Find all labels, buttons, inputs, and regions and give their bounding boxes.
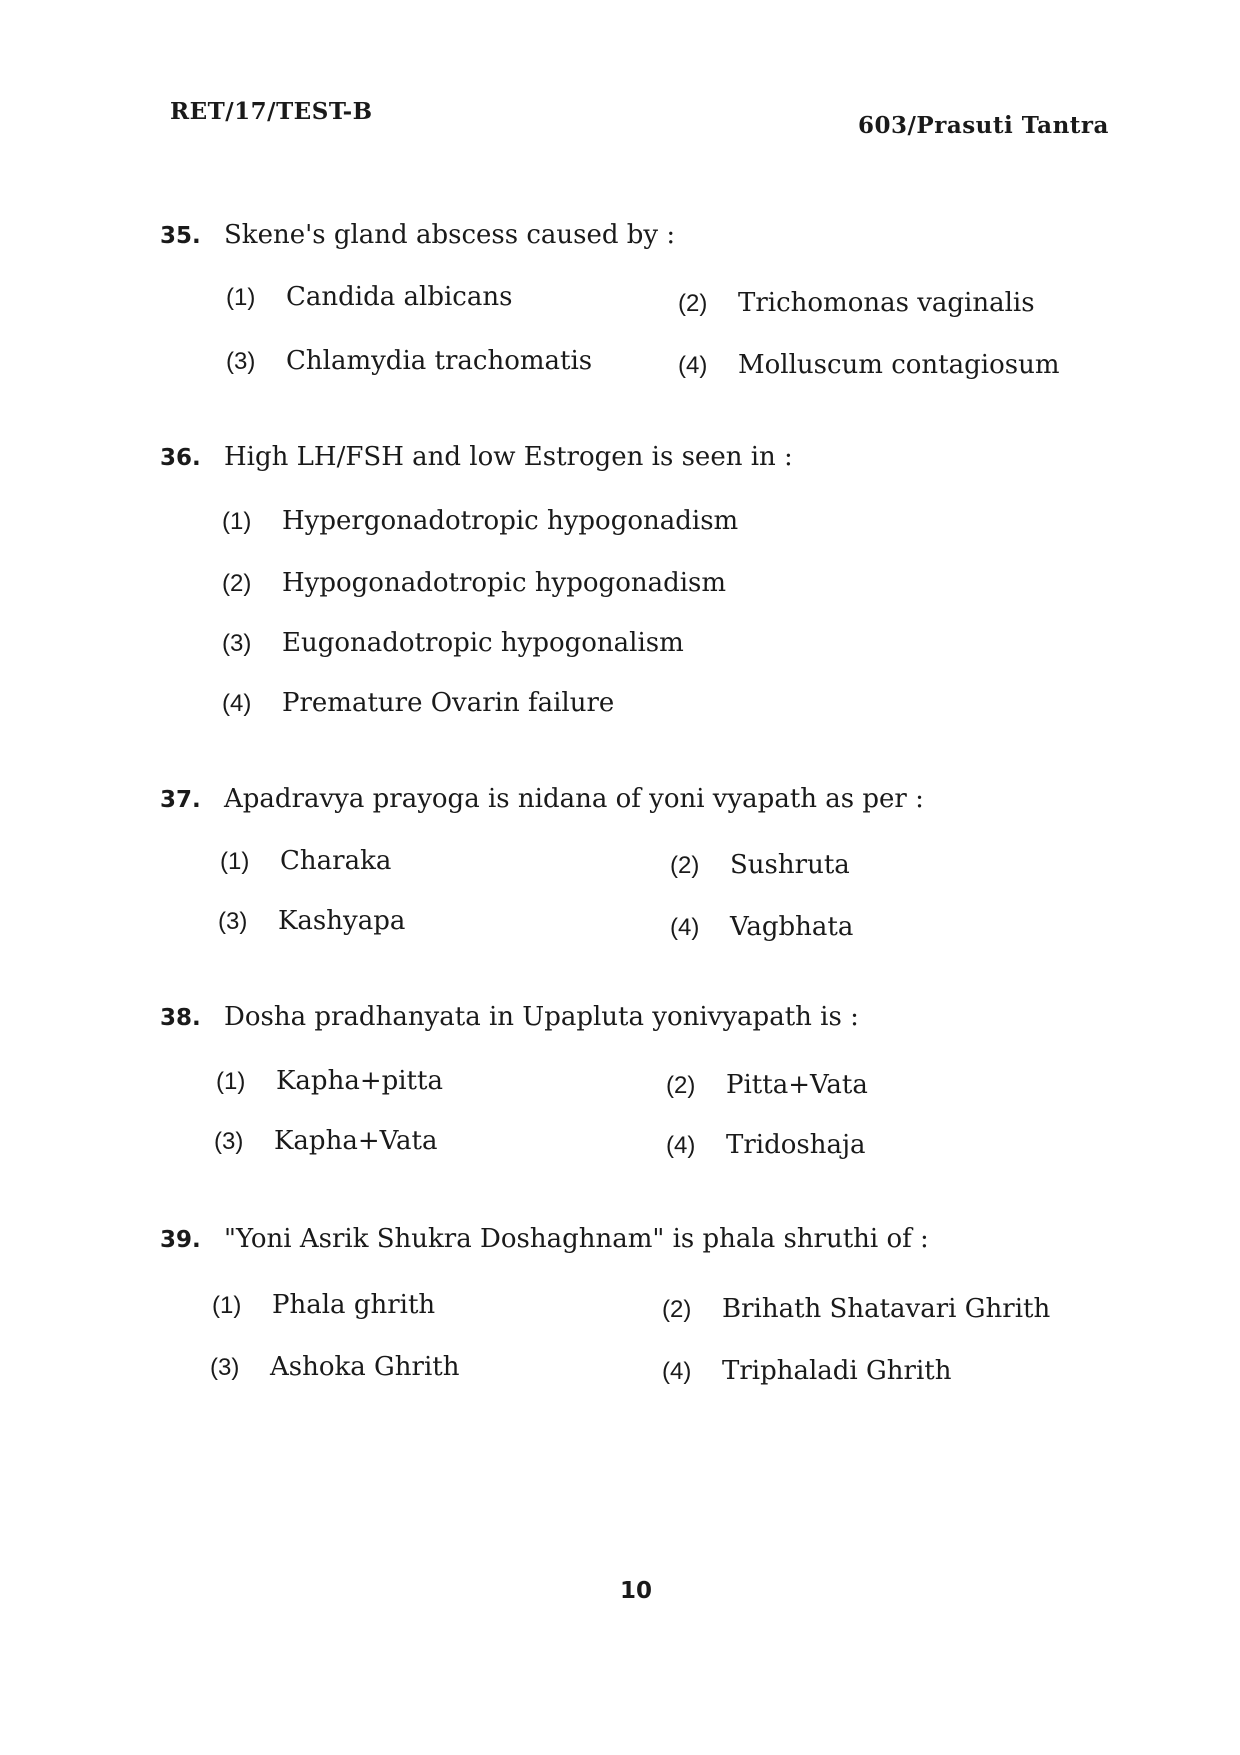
question-text: High LH/FSH and low Estrogen is seen in :: [224, 442, 793, 472]
question-number: 36.: [160, 445, 201, 471]
option-35-1: [226, 280, 512, 315]
option-number: (2): [678, 290, 708, 317]
option-38-1: [216, 1064, 443, 1099]
option-number: (3): [210, 1354, 240, 1381]
option-text: Eugonadotropic hypogonalism: [282, 628, 684, 658]
option-number: (3): [218, 908, 248, 935]
question-text: Skene's gland abscess caused by :: [224, 220, 676, 250]
option-text: Kashyapa: [278, 906, 406, 936]
option-number: (3): [222, 630, 252, 657]
option-38-2: [666, 1068, 868, 1103]
page-number: 10: [620, 1578, 653, 1604]
option-number: (1): [222, 508, 252, 535]
option-number: (3): [214, 1128, 244, 1155]
question-number: 39.: [160, 1227, 201, 1253]
option-37-3: [218, 904, 405, 939]
option-number: (1): [226, 284, 256, 311]
option-text: Sushruta: [730, 850, 850, 880]
option-number: (4): [662, 1358, 692, 1385]
option-text: Hypogonadotropic hypogonadism: [282, 568, 727, 598]
question-39: [160, 1222, 1100, 1257]
question-37: [160, 782, 1100, 817]
option-36-1: [222, 504, 738, 539]
option-number: (1): [216, 1068, 246, 1095]
option-text: Charaka: [280, 846, 392, 876]
option-39-3: [210, 1350, 460, 1385]
option-39-4: [662, 1354, 951, 1389]
option-38-4: [666, 1128, 866, 1163]
option-text: Chlamydia trachomatis: [286, 346, 593, 376]
question-number: 35.: [160, 223, 201, 249]
option-37-2: [670, 848, 850, 883]
option-text: Tridoshaja: [726, 1130, 866, 1160]
option-35-3: [226, 344, 592, 379]
option-text: Candida albicans: [286, 282, 513, 312]
question-38: [160, 1000, 1100, 1035]
question-36: [160, 440, 1100, 475]
option-number: (1): [220, 848, 250, 875]
question-number: 37.: [160, 787, 201, 813]
option-number: (4): [678, 352, 708, 379]
option-number: (4): [666, 1132, 696, 1159]
option-36-3: [222, 626, 684, 661]
option-number: (4): [222, 690, 252, 717]
question-text: Dosha pradhanyata in Upapluta yonivyapath is :: [224, 1002, 859, 1032]
option-text: Hypergonadotropic hypogonadism: [282, 506, 739, 536]
option-number: (2): [222, 570, 252, 597]
option-text: Pitta+Vata: [726, 1070, 868, 1100]
option-text: Triphaladi Ghrith: [722, 1356, 952, 1386]
option-text: Trichomonas vaginalis: [738, 288, 1035, 318]
option-text: Vagbhata: [730, 912, 854, 942]
question-35: [160, 218, 1100, 253]
option-37-1: [220, 844, 391, 879]
option-39-1: [212, 1288, 435, 1323]
option-38-3: [214, 1124, 437, 1159]
header-exam-code: RET/17/TEST-B: [170, 98, 373, 125]
question-number: 38.: [160, 1005, 201, 1031]
option-39-2: [662, 1292, 1050, 1327]
option-text: Ashoka Ghrith: [270, 1352, 460, 1382]
header-subject: 603/Prasuti Tantra: [858, 112, 1109, 139]
option-text: Brihath Shatavari Ghrith: [722, 1294, 1051, 1324]
option-number: (2): [666, 1072, 696, 1099]
option-37-4: [670, 910, 853, 945]
option-text: Kapha+Vata: [274, 1126, 438, 1156]
option-36-4: [222, 686, 614, 721]
option-number: (2): [662, 1296, 692, 1323]
option-36-2: [222, 566, 726, 601]
question-text: Apadravya prayoga is nidana of yoni vyapath as per :: [224, 784, 924, 814]
option-number: (3): [226, 348, 256, 375]
option-35-4: [678, 348, 1059, 383]
option-number: (1): [212, 1292, 242, 1319]
option-text: Premature Ovarin failure: [282, 688, 615, 718]
option-number: (2): [670, 852, 700, 879]
option-35-2: [678, 286, 1035, 321]
option-text: Kapha+pitta: [276, 1066, 443, 1096]
question-text: "Yoni Asrik Shukra Doshaghnam" is phala shruthi of :: [224, 1224, 929, 1254]
option-text: Phala ghrith: [272, 1290, 436, 1320]
option-text: Molluscum contagiosum: [738, 350, 1060, 380]
option-number: (4): [670, 914, 700, 941]
